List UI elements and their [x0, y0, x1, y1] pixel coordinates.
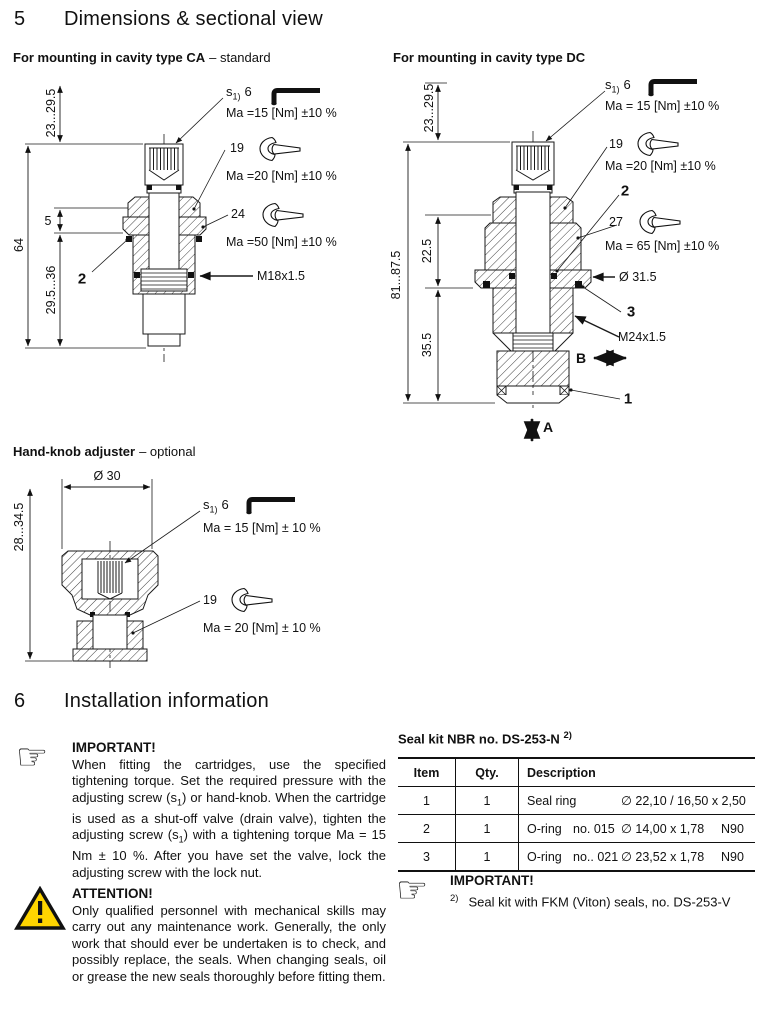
knob-drawing-geometry — [10, 465, 370, 685]
section-6-title: Installation information — [64, 690, 269, 712]
important2-heading: IMPORTANT! — [450, 873, 534, 888]
section-6-number: 6 — [14, 690, 26, 712]
table-header-row — [398, 759, 755, 787]
col-header-qty: Qty. — [456, 759, 519, 786]
ca-subtitle: For mounting in cavity type CA – standard — [13, 50, 271, 65]
ca-wrench1-torque: Ma =20 [Nm] ±10 % — [226, 169, 337, 183]
section-5-number: 5 — [14, 8, 26, 30]
attention-body: Only qualified personnel with mechanical skills may carry out any maintenance work. Generally, the only work that should ever be undertaken is to check, and possibly replace, the seals. When changing seals, oil or grease the new seals thoroughly before fitting them. — [72, 903, 386, 984]
col-header-description: Description — [527, 765, 596, 780]
knob-hex-size-label: $s_{1)}$ 6 — [203, 497, 229, 515]
open-end-wrench-icon — [638, 133, 678, 156]
important1-body: When fitting the cartridges, use the specified tightening torque. Set the required pressure with the adjusting screw $(s_1)$ or hand-knob. When the cartridge is used as a shut-off valve (drain valve), tighten the adjusting screw $(s_1)$ with a tightening torque Ma = 15 Nm ± 10 %. After you have set the valve, lock the adjusting screw with the lock nut. — [72, 757, 387, 880]
knob-dim-width: Ø 30 — [93, 469, 121, 483]
dc-wrench1-size: 19 — [609, 137, 623, 151]
section-5-title: Dimensions & sectional view — [64, 8, 323, 30]
open-end-wrench-icon — [263, 204, 303, 227]
dc-drawing — [385, 75, 768, 465]
col-header-item: Item — [398, 759, 456, 786]
table-row: 1 1 Seal ring ∅ 22,10 / 16,50 x 2,50 — [398, 787, 755, 815]
ca-wrench1-size: 19 — [230, 141, 244, 155]
knob-hex-torque: Ma = 15 [Nm] ± 10 % — [203, 521, 321, 535]
knob-wrench1-torque: Ma = 20 [Nm] ± 10 % — [203, 621, 321, 635]
ca-dim-mid: 5 — [44, 214, 52, 228]
hand-knob-drawing — [10, 465, 370, 685]
dc-port-a-label: A — [542, 419, 554, 435]
dc-hex-size-label: $s_{1)}$ 6 — [605, 77, 631, 95]
open-end-wrench-icon — [640, 211, 680, 234]
dc-hex-torque: Ma = 15 [Nm] ±10 % — [605, 99, 720, 113]
attention-heading: ATTENTION! — [72, 886, 153, 901]
ca-dim-top: 23...29.5 — [44, 88, 58, 138]
ca-hex-size-label: $s_{1)}$ 6 — [226, 84, 252, 102]
ca-wrench2-torque: Ma =50 [Nm] ±10 % — [226, 235, 337, 249]
hex-key-icon — [271, 91, 320, 106]
knob-dim-height: 28...34.5 — [12, 502, 26, 552]
pointing-hand-icon: ☞ — [396, 870, 429, 911]
dc-thread-label: M24x1.5 — [618, 330, 666, 344]
open-end-wrench-icon — [260, 138, 300, 161]
dc-item-2: 2 — [620, 182, 630, 200]
knob-subtitle: Hand-knob adjuster – optional — [13, 444, 196, 459]
dc-diameter-label: Ø 31.5 — [619, 270, 657, 284]
dc-item-1: 1 — [623, 390, 633, 408]
important2-footnote: $^{2)}$ Seal kit with FKM (Viton) seals, no. DS-253-V — [450, 893, 731, 910]
ca-drawing-geometry — [10, 82, 380, 382]
dc-drawing-geometry — [385, 75, 768, 465]
table-row: 3 1 O-ring no.. 021 ∅ 23,52 x 1,78 N90 — [398, 843, 755, 870]
open-end-wrench-icon — [232, 589, 272, 612]
dc-port-b-label: B — [575, 350, 587, 366]
dc-dim-lower: 35.5 — [420, 332, 434, 358]
ca-wrench2-size: 24 — [231, 207, 245, 221]
ca-dim-lower: 29.5...36 — [44, 265, 58, 315]
hex-key-icon — [246, 500, 295, 515]
seal-kit-title: Seal kit NBR no. DS-253-N $^{2)}$ — [398, 730, 572, 747]
dc-wrench2-size: 27 — [609, 215, 623, 229]
seal-kit-table — [398, 757, 755, 872]
hex-key-icon — [648, 82, 697, 97]
ca-drawing — [10, 82, 380, 382]
important1-heading: IMPORTANT! — [72, 740, 156, 755]
ca-hex-torque: Ma =15 [Nm] ±10 % — [226, 106, 337, 120]
dc-item-3: 3 — [626, 303, 636, 321]
pointing-hand-icon: ☞ — [16, 737, 49, 778]
ca-item-2: 2 — [77, 270, 87, 288]
knob-wrench1-size: 19 — [203, 593, 217, 607]
dc-dim-top: 23...29.5 — [422, 83, 436, 133]
dc-dim-overall: 81...87.5 — [389, 250, 403, 300]
warning-triangle-icon — [14, 886, 66, 932]
ca-thread-label: M18x1.5 — [257, 269, 305, 283]
dc-dim-mid: 22.5 — [420, 238, 434, 264]
dc-wrench1-torque: Ma =20 [Nm] ±10 % — [605, 159, 716, 173]
dc-wrench2-torque: Ma = 65 [Nm] ±10 % — [605, 239, 720, 253]
ca-dim-overall: 64 — [12, 238, 26, 252]
dc-subtitle: For mounting in cavity type DC — [393, 50, 586, 65]
table-row: 2 1 O-ring no. 015 ∅ 14,00 x 1,78 N90 — [398, 815, 755, 843]
